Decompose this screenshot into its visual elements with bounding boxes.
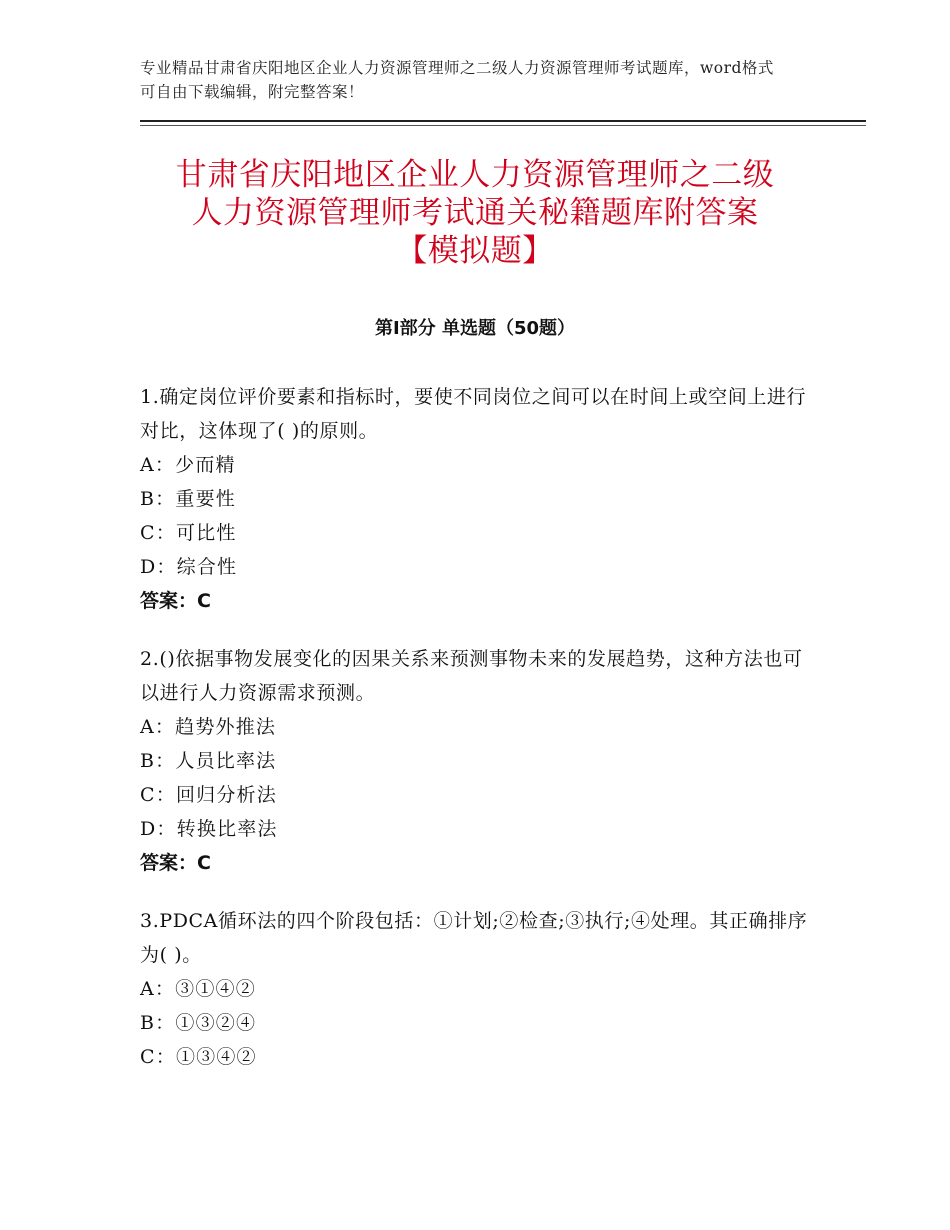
option-a: A：趋势外推法	[140, 716, 277, 738]
question-2	[140, 642, 820, 880]
option-c: C：可比性	[140, 522, 237, 544]
option-d: D：转换比率法	[140, 818, 278, 840]
title-line-1: 甘肃省庆阳地区企业人力资源管理师之二级	[175, 157, 775, 193]
header-divider-thick	[140, 120, 866, 122]
option-b: B：①③②④	[140, 1012, 257, 1034]
question-stem: 3.PDCA循环法的四个阶段包括：①计划;②检查;③执行;④处理。其正确排序为( )。	[140, 910, 808, 966]
option-c: C：①③④②	[140, 1046, 257, 1068]
question-list	[140, 380, 820, 1098]
answer: 答案：C	[140, 590, 211, 612]
document-title	[120, 156, 830, 270]
section-title: 第Ⅰ部分 单选题（50题）	[374, 318, 575, 339]
title-line-3: 【模拟题】	[396, 233, 554, 269]
option-c: C：回归分析法	[140, 784, 277, 806]
option-a: A：少而精	[140, 454, 236, 476]
option-b: B：重要性	[140, 488, 236, 510]
header-note: 专业精品甘肃省庆阳地区企业人力资源管理师之二级人力资源管理师考试题库，word格式可自由下载编辑，附完整答案！	[140, 59, 774, 101]
option-d: D：综合性	[140, 556, 238, 578]
answer: 答案：C	[140, 852, 211, 874]
option-b: B：人员比率法	[140, 750, 277, 772]
title-line-2: 人力资源管理师考试通关秘籍题库附答案	[191, 195, 759, 231]
question-stem: 1.确定岗位评价要素和指标时，要使不同岗位之间可以在时间上或空间上进行对比，这体现了( )的原则。	[140, 386, 807, 442]
question-3	[140, 904, 820, 1074]
question-stem: 2.()依据事物发展变化的因果关系来预测事物未来的发展趋势，这种方法也可以进行人力资源需求预测。	[140, 648, 803, 704]
header-divider-thin	[140, 125, 866, 126]
question-1	[140, 380, 820, 618]
option-a: A：③①④②	[140, 978, 256, 1000]
